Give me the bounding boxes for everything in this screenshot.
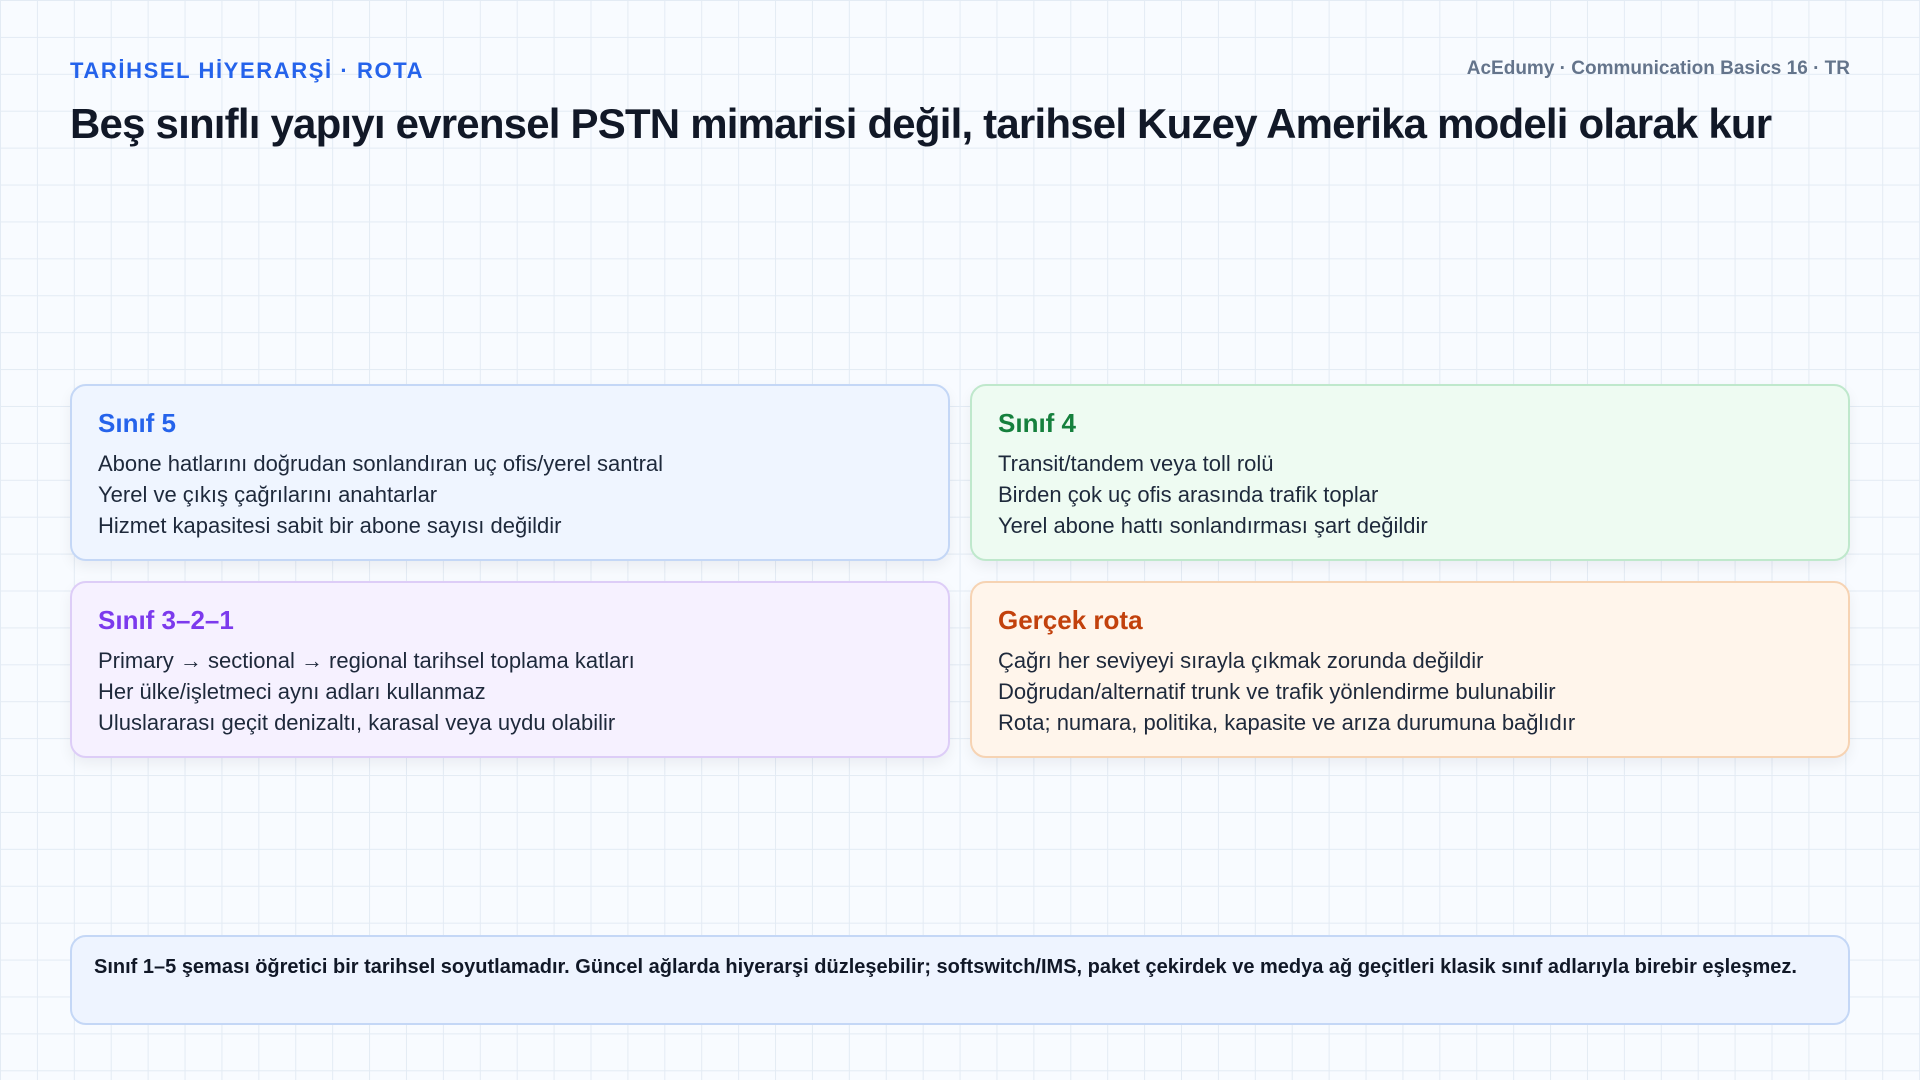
card-title: Sınıf 4 <box>998 408 1077 438</box>
card-line: Yerel ve çıkış çağrılarını anahtarlar <box>98 482 438 507</box>
card-line: Her ülke/işletmeci aynı adları kullanmaz <box>98 679 486 704</box>
card-class-4 <box>970 384 1850 561</box>
card-line: Çağrı her seviyeyi sırayla çıkmak zorunda değildir <box>998 648 1484 673</box>
card-title: Sınıf 3–2–1 <box>98 605 234 635</box>
card-line: Doğrudan/alternatif trunk ve trafik yönlendirme bulunabilir <box>998 679 1556 704</box>
course-brand: AcEdumy · Communication Basics 16 · TR <box>1466 58 1850 79</box>
card-line: Transit/tandem veya toll rolü <box>998 451 1274 476</box>
card-line: Yerel abone hattı sonlandırması şart değildir <box>998 513 1428 538</box>
card-real-route <box>970 581 1850 758</box>
card-class-3-2-1 <box>70 581 950 758</box>
card-title: Gerçek rota <box>998 605 1143 635</box>
card-class-5 <box>70 384 950 561</box>
card-line: Rota; numara, politika, kapasite ve arıza durumuna bağlıdır <box>998 710 1576 735</box>
card-line: Abone hatlarını doğrudan sonlandıran uç ofis/yerel santral <box>98 451 664 476</box>
class-cards-grid <box>70 384 1850 758</box>
card-title: Sınıf 5 <box>98 408 177 438</box>
card-line: Primary → sectional → regional tarihsel toplama katları <box>98 648 635 673</box>
footnote-callout: Sınıf 1–5 şeması öğretici bir tarihsel soyutlamadır. Güncel ağlarda hiyerarşi düzleşebilir; softswitch/IMS, paket çekirdek ve medya ağ geçitleri klasik sınıf adlarıyla birebir eşleşmez. <box>70 935 1850 1025</box>
card-line: Birden çok uç ofis arasında trafik toplar <box>998 482 1379 507</box>
section-eyebrow: TARİHSEL HİYERARŞİ · ROTA <box>70 58 425 83</box>
card-line: Hizmet kapasitesi sabit bir abone sayısı değildir <box>98 513 562 538</box>
page-title: Beş sınıflı yapıyı evrensel PSTN mimarisi değil, tarihsel Kuzey Amerika modeli olarak kur <box>70 100 1772 147</box>
card-line: Uluslararası geçit denizaltı, karasal veya uydu olabilir <box>98 710 616 735</box>
